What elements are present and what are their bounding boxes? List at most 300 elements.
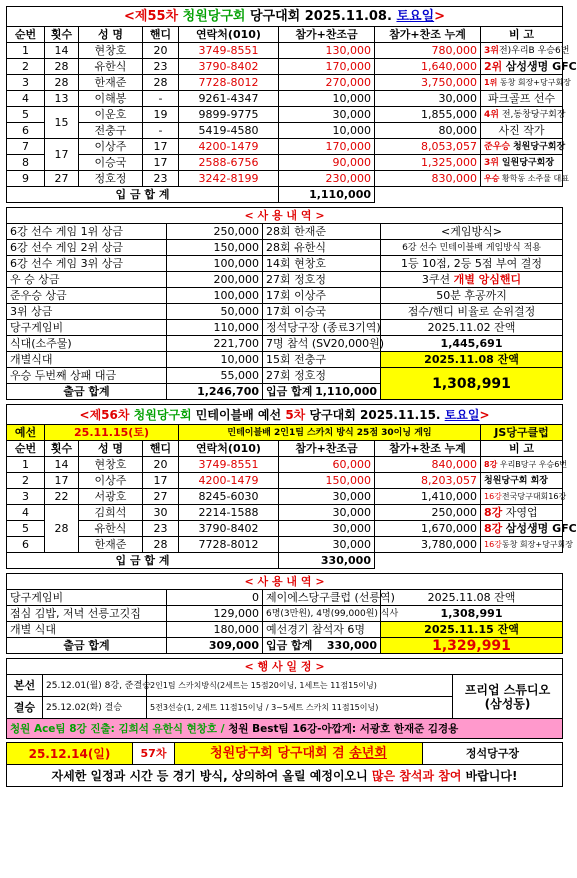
table-cell: JS당구클럽 <box>481 425 563 441</box>
table-cell: 정석당구장 <box>423 743 563 765</box>
table-cell: 준우승 상금 <box>7 288 167 304</box>
table-cell: 4200-1479 <box>179 139 279 155</box>
tournament-56-title <box>7 405 563 425</box>
table-cell: 비 고 <box>481 27 563 43</box>
table-cell: 횟수 <box>45 27 79 43</box>
income-total-row <box>7 187 563 203</box>
table-cell: 서광호 <box>79 489 143 505</box>
text-span: 바랍니다! <box>465 768 518 783</box>
table-cell: 제이에스당구클럽 (선릉역) <box>263 590 381 606</box>
table-row <box>7 75 563 91</box>
text-span: 개별 앙심핸디 <box>453 272 522 286</box>
table-row <box>7 91 563 107</box>
balance-current: 1,329,991 <box>381 638 563 654</box>
table-header <box>7 441 563 457</box>
text-span: 우리B당구 우승6번 <box>499 459 568 469</box>
text-span: 일원당구회장 <box>501 157 555 168</box>
income-total-row <box>7 553 563 569</box>
table-cell: 6 <box>7 123 45 139</box>
table-cell: 이승국 <box>79 155 143 171</box>
table-cell: 17회 이승국 <box>263 304 381 320</box>
table-cell: 30,000 <box>279 107 375 123</box>
table-cell: 17 <box>143 473 179 489</box>
summary-row <box>7 638 563 654</box>
text-span: > <box>434 8 446 24</box>
table-cell: 150,000 <box>279 473 375 489</box>
text-span: 청원당구회 <box>182 8 246 24</box>
text-span: 송년회 <box>349 745 387 761</box>
table-cell: 1등 10점, 2등 5점 부여 결정 <box>381 256 563 272</box>
table-cell: 1,246,700 <box>167 384 263 400</box>
table-cell: 5 <box>7 521 45 537</box>
table-cell: 2214-1588 <box>179 505 279 521</box>
table-cell: 6강 선수 민테이블배 게임방식 적용 <box>381 240 563 256</box>
text-span: 민테이블배 예선 <box>195 407 282 422</box>
table-cell <box>375 553 563 569</box>
text-span: 4위 <box>484 109 499 120</box>
table-cell <box>481 155 563 171</box>
table-row <box>7 505 563 521</box>
table-cell: 14 <box>45 43 79 59</box>
table-cell: 8245-6030 <box>179 489 279 505</box>
table-cell: 27회 정호정 <box>263 368 381 384</box>
table-cell <box>481 139 566 155</box>
table-row <box>7 171 563 187</box>
table-row <box>7 59 563 75</box>
table-cell <box>375 187 563 203</box>
usage-row <box>7 606 563 622</box>
table-cell: 이상주 <box>79 139 143 155</box>
table-cell <box>481 123 563 139</box>
table-cell: 출금 합계 <box>7 384 167 400</box>
table-cell: 20 <box>143 43 179 59</box>
table-cell: 3,750,000 <box>375 75 481 91</box>
table-cell: 110,000 <box>167 320 263 336</box>
table-cell: 23 <box>143 521 179 537</box>
table-cell: 25.12.14(일) <box>7 743 133 765</box>
table-cell: 28 <box>143 75 179 91</box>
table-cell <box>7 719 563 739</box>
table-cell: 55,000 <box>167 368 263 384</box>
table-cell: 30,000 <box>279 537 375 553</box>
table-cell: - <box>143 91 179 107</box>
table-cell: 2588-6756 <box>179 155 279 171</box>
table-cell: 핸디 <box>143 441 179 457</box>
table-cell: 7728-8012 <box>179 537 279 553</box>
table-cell: 309,000 <box>167 638 263 654</box>
table-cell: 50,000 <box>167 304 263 320</box>
table-cell: 현창호 <box>79 43 143 59</box>
table-cell: 3790-8402 <box>179 59 279 75</box>
table-cell: 3,780,000 <box>375 537 481 553</box>
table-cell: 17 <box>45 139 79 171</box>
table-cell: 참가+찬조금 <box>279 27 375 43</box>
table-cell: 250,000 <box>167 224 263 240</box>
usage-row <box>7 368 563 384</box>
text-span: 입금 합계 <box>266 638 313 652</box>
table-cell: 2025.11.15 잔액 <box>381 622 563 638</box>
table-cell: 6 <box>7 537 45 553</box>
table-cell: 13 <box>45 91 79 107</box>
table-cell: 2 <box>7 473 45 489</box>
text-span: 330,000 <box>326 638 377 652</box>
table-row <box>7 457 563 473</box>
table-cell: 성 명 <box>79 441 143 457</box>
text-span: 8강 <box>484 521 503 535</box>
table-cell: - <box>143 123 179 139</box>
text-span: 8강 <box>484 505 503 519</box>
table-cell: 170,000 <box>279 59 375 75</box>
table-cell: 개별 식대 <box>7 622 167 638</box>
text-span: 동창 회장+당구회장 <box>499 77 571 87</box>
text-span: 청원 Best팀 16강-아깝게: 서광호 한재준 김경용 <box>228 722 459 735</box>
text-span: 삼성생명 GFC <box>505 59 577 73</box>
table-cell: 221,700 <box>167 336 263 352</box>
table-cell: 17회 이상주 <box>263 288 381 304</box>
table-cell: 27회 정호정 <box>263 272 381 288</box>
table-cell <box>263 638 381 654</box>
table-cell: 김희석 <box>79 505 143 521</box>
table-cell: 9261-4347 <box>179 91 279 107</box>
table-cell: 1,410,000 <box>375 489 481 505</box>
final-event-table <box>6 742 563 787</box>
table-cell: 점수/핸디 비율로 순위결정 <box>381 304 563 320</box>
table-row <box>7 473 563 489</box>
events-title: < 행 사 일 정 > <box>7 659 563 675</box>
table-cell: 한재준 <box>79 75 143 91</box>
table-cell: 1,110,000 <box>279 187 375 203</box>
text-span: 토요일 <box>396 8 435 24</box>
table-cell: 4 <box>7 91 45 107</box>
table-cell: 횟수 <box>45 441 79 457</box>
table-cell: 3242-8199 <box>179 171 279 187</box>
text-span: 자세한 일정과 시간 등 경기 방식, 상의하여 올릴 예정이오니 <box>51 768 368 783</box>
table-cell: 참가+찬조 누계 <box>375 27 481 43</box>
table-cell: 현창호 <box>79 457 143 473</box>
table-cell: 25.12.02(화) 결승 <box>43 697 147 719</box>
table-cell: 이해봉 <box>79 91 143 107</box>
table-cell: 5 <box>7 107 45 123</box>
text-span: 전국당구대회16강 <box>501 491 567 501</box>
table-cell: 129,000 <box>167 606 263 622</box>
table-cell: 1 <box>7 43 45 59</box>
table-cell: 80,000 <box>375 123 481 139</box>
usage-row <box>7 336 563 352</box>
text-span: 1위 <box>484 77 498 87</box>
table-cell <box>7 765 563 787</box>
table-cell: 이운호 <box>79 107 143 123</box>
table-header <box>7 27 563 43</box>
tournament-55-table <box>6 6 577 203</box>
table-cell: 100,000 <box>167 288 263 304</box>
table-cell: 270,000 <box>279 75 375 91</box>
table-cell: 28 <box>45 59 79 75</box>
usage-row <box>7 590 563 606</box>
text-span: 16강 <box>484 491 502 501</box>
table-cell: 5419-4580 <box>179 123 279 139</box>
text-span: 토요일 <box>444 407 480 422</box>
table-row <box>7 155 563 171</box>
table-cell: 17 <box>143 155 179 171</box>
text-span: 제56차 <box>89 407 130 422</box>
table-cell: 28 <box>143 537 179 553</box>
table-cell: 20 <box>143 457 179 473</box>
text-span: > <box>479 407 490 422</box>
table-cell: 입 금 합 계 <box>7 553 279 569</box>
table-cell <box>481 59 577 75</box>
table-cell <box>481 43 570 59</box>
table-cell: 1,670,000 <box>375 521 481 537</box>
teams-row <box>7 719 563 739</box>
table-cell: 3790-8402 <box>179 521 279 537</box>
table-cell: 6강 선수 게임 2위 상금 <box>7 240 167 256</box>
table-cell: 17 <box>143 139 179 155</box>
text-span: 전)우리B 우승6번 <box>498 45 570 56</box>
text-span: 준우승 <box>484 141 511 152</box>
table-cell <box>481 107 566 123</box>
text-span: 청원 Ace팀 8강 진출: 김희석 유한식 현창호 / <box>10 722 225 735</box>
usage-55-table <box>6 207 563 400</box>
table-cell: 17 <box>45 473 79 489</box>
usage-row <box>7 272 563 288</box>
table-cell: 130,000 <box>279 43 375 59</box>
table-cell <box>381 272 563 288</box>
usage-row <box>7 622 563 638</box>
table-cell: 10,000 <box>279 123 375 139</box>
table-cell: 57차 <box>133 743 175 765</box>
table-cell: 30,000 <box>279 489 375 505</box>
table-cell: 1,640,000 <box>375 59 481 75</box>
table-cell: 0 <box>167 590 263 606</box>
table-cell: 28회 한재준 <box>263 224 381 240</box>
table-cell: 예선경기 참석자 6명 <box>263 622 381 638</box>
table-cell: 식대(소주물) <box>7 336 167 352</box>
table-cell: 우승 두번째 상패 대금 <box>7 368 167 384</box>
table-cell: 9899-9775 <box>179 107 279 123</box>
table-cell <box>481 537 573 553</box>
usage-title: < 사 용 내 역 > <box>7 574 563 590</box>
text-span: 2위 <box>484 59 503 73</box>
text-span: 입금 합계 <box>266 384 313 398</box>
final-event-row <box>7 743 563 765</box>
table-cell: 유한식 <box>79 521 143 537</box>
table-cell <box>175 743 423 765</box>
text-span: 3위 <box>484 157 499 168</box>
text-span: 16강 <box>484 539 502 549</box>
prelim-info-row <box>7 425 563 441</box>
table-cell: 한재준 <box>79 537 143 553</box>
table-cell <box>481 75 571 91</box>
table-cell: 30,000 <box>375 91 481 107</box>
text-span: 청원당구회 <box>133 407 192 422</box>
table-cell: 7 <box>7 139 45 155</box>
table-cell: 2025.11.08 잔액 <box>381 352 563 368</box>
table-cell: 180,000 <box>167 622 263 638</box>
table-cell: 정호정 <box>79 171 143 187</box>
table-cell: 10,000 <box>167 352 263 368</box>
events-table <box>6 658 563 739</box>
text-span: 많은 참석과 참여 <box>371 768 462 783</box>
table-cell: 출금 합계 <box>7 638 167 654</box>
table-cell: 참가+찬조금 <box>279 441 375 457</box>
table-cell: 우 승 상금 <box>7 272 167 288</box>
table-row <box>7 43 563 59</box>
text-span: 파크골프 선수 <box>487 91 556 105</box>
table-cell: 1,325,000 <box>375 155 481 171</box>
text-span: 전,동창당구회장 <box>501 109 566 120</box>
table-cell: 입 금 합 계 <box>7 187 279 203</box>
table-cell: 2인1팀 스카치방식(2세트는 15점20이닝, 1세트는 11점15이닝) <box>147 675 453 697</box>
table-cell: 성 명 <box>79 27 143 43</box>
table-cell: 핸디 <box>143 27 179 43</box>
text-span: 자영업 <box>505 505 538 519</box>
table-cell: 연락처(010) <box>179 27 279 43</box>
usage-56-table <box>6 573 563 654</box>
document <box>6 6 577 787</box>
text-span: 사진 작가 <box>498 123 545 137</box>
text-span: 삼성생명 GFC <box>505 521 577 535</box>
table-cell: 19 <box>143 107 179 123</box>
table-cell: 15 <box>45 107 79 139</box>
table-row <box>7 521 563 537</box>
notice-row <box>7 765 563 787</box>
text-span: < <box>124 8 135 24</box>
table-cell: <게임방식> <box>381 224 563 240</box>
table-cell: 순번 <box>7 27 45 43</box>
table-cell: 23 <box>143 59 179 75</box>
table-cell: 당구게임비 <box>7 590 167 606</box>
table-cell: 3749-8551 <box>179 457 279 473</box>
table-cell <box>481 505 563 521</box>
table-cell: 10,000 <box>279 91 375 107</box>
table-cell: 당구게임비 <box>7 320 167 336</box>
table-cell: 전충구 <box>79 123 143 139</box>
text-span: 제55차 <box>134 8 179 24</box>
table-cell: 30,000 <box>279 521 375 537</box>
table-cell: 30 <box>143 505 179 521</box>
event-row <box>7 675 563 697</box>
table-cell: 4200-1479 <box>179 473 279 489</box>
table-cell: 본선 <box>7 675 43 697</box>
table-cell <box>481 489 567 505</box>
usage-row <box>7 224 563 240</box>
tournament-55-title <box>7 7 563 27</box>
table-cell: 28회 유한식 <box>263 240 381 256</box>
text-span: 2025.11.02 잔액 <box>427 320 516 334</box>
text-span: 3쿠션 <box>421 272 451 286</box>
table-cell: 22 <box>45 489 79 505</box>
table-cell: 8 <box>7 155 45 171</box>
text-span: 1,110,000 <box>315 384 377 398</box>
table-cell: 7명 참석 (SV20,000원) <box>263 336 381 352</box>
text-span: 청원당구회장 <box>512 141 566 152</box>
table-cell: 780,000 <box>375 43 481 59</box>
text-span: 우승 <box>484 173 500 183</box>
text-span: 황학동 소주물 대표 <box>502 173 569 183</box>
usage-row <box>7 288 563 304</box>
table-cell: 50분 후공까지 <box>381 288 563 304</box>
text-span: 5차 <box>285 407 306 422</box>
text-span: 당구대회 2025.11.15. <box>309 407 441 422</box>
table-cell: 3 <box>7 75 45 91</box>
table-row <box>7 123 563 139</box>
table-cell: 2025.11.08 잔액 <box>381 590 563 606</box>
table-cell: 8,053,057 <box>375 139 481 155</box>
text-span: < <box>79 407 90 422</box>
table-cell: 정석당구장 (종료3기역) <box>263 320 381 336</box>
table-cell <box>481 171 569 187</box>
table-cell <box>481 457 568 473</box>
table-cell: 4 <box>7 505 45 521</box>
table-cell: 28 <box>45 75 79 91</box>
usage-row <box>7 320 563 336</box>
table-cell <box>481 91 563 107</box>
table-cell: 6강 선수 게임 1위 상금 <box>7 224 167 240</box>
table-row <box>7 107 563 123</box>
table-cell: 6강 선수 게임 3위 상금 <box>7 256 167 272</box>
table-row <box>7 139 563 155</box>
text-span: 동창 회장+당구회장 <box>501 539 573 549</box>
table-cell: 2 <box>7 59 45 75</box>
text-span: 8강 <box>484 459 498 469</box>
table-cell: 7728-8012 <box>179 75 279 91</box>
table-row <box>7 489 563 505</box>
table-cell: 150,000 <box>167 240 263 256</box>
table-cell: 1,855,000 <box>375 107 481 123</box>
table-cell: 점심 김밥, 저녁 선릉고깃집 <box>7 606 167 622</box>
table-row <box>7 537 563 553</box>
table-cell: 5전3선승(1, 2세트 11점15이닝 / 3~5세트 스카치 11점15이닝) <box>147 697 453 719</box>
table-cell: 27 <box>143 489 179 505</box>
table-cell: 유한식 <box>79 59 143 75</box>
table-cell: 15회 전충구 <box>263 352 381 368</box>
table-cell: 90,000 <box>279 155 375 171</box>
table-cell <box>263 384 381 400</box>
table-cell: 연락처(010) <box>179 441 279 457</box>
table-cell: 14회 현창호 <box>263 256 381 272</box>
table-cell: 100,000 <box>167 256 263 272</box>
table-cell: 6명(3만원), 4명(99,000원) 식사 <box>263 606 381 622</box>
table-cell: 3 <box>7 489 45 505</box>
table-cell: 27 <box>45 171 79 187</box>
table-cell: 60,000 <box>279 457 375 473</box>
table-cell: 230,000 <box>279 171 375 187</box>
table-cell: 25.12.01(월) 8강, 준결승 <box>43 675 147 697</box>
balance-current: 1,308,991 <box>381 368 563 400</box>
table-cell: 이상주 <box>79 473 143 489</box>
table-cell: 830,000 <box>375 171 481 187</box>
table-cell: 23 <box>143 171 179 187</box>
table-cell: 200,000 <box>167 272 263 288</box>
table-cell: 민테이블배 2인1팀 스카치 방식 25점 30이닝 게임 <box>179 425 481 441</box>
table-cell: 330,000 <box>279 553 375 569</box>
table-cell: 250,000 <box>375 505 481 521</box>
table-cell: 14 <box>45 457 79 473</box>
table-cell: 1,308,991 <box>381 606 563 622</box>
usage-row <box>7 304 563 320</box>
table-cell: 참가+찬조 누계 <box>375 441 481 457</box>
table-cell: 3749-8551 <box>179 43 279 59</box>
tournament-56-table <box>6 404 577 569</box>
text-span: 3위 <box>484 45 499 56</box>
usage-row <box>7 352 563 368</box>
table-cell: 840,000 <box>375 457 481 473</box>
table-cell <box>381 320 563 336</box>
table-cell <box>481 521 577 537</box>
table-cell: 청원당구회 회장 <box>481 473 563 489</box>
table-cell: 8,203,057 <box>375 473 481 489</box>
text-span: 당구대회 2025.11.08. <box>249 8 392 24</box>
